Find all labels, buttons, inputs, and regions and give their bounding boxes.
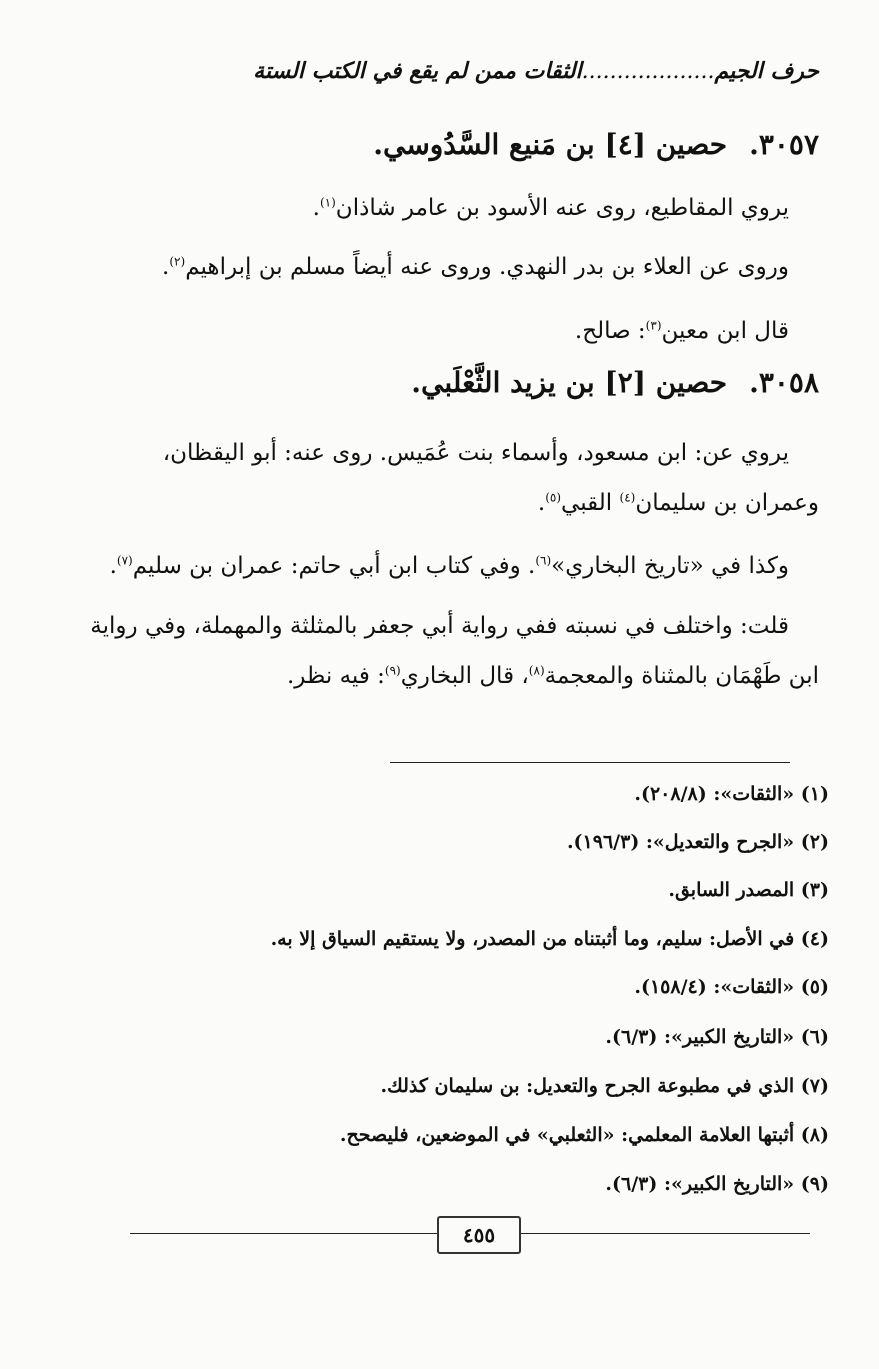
paragraph-tail: .	[312, 195, 320, 221]
entry-title-3057	[119, 128, 819, 161]
footnote-ref: (٩)	[384, 663, 401, 678]
paragraph-text: ابن طَهْمَان بالمثناة والمعجمة	[544, 663, 819, 689]
footnote-ref: (٥)	[545, 490, 562, 505]
page-number: ٤٥٥	[437, 1216, 521, 1254]
footnote-6: (٦) «التاريخ الكبير»: (٦/٣).	[605, 1026, 829, 1048]
entry-heading: حصين [٢] بن يزيد الثَّعْلَبي.	[411, 366, 728, 399]
paragraph-text: يروي عن: ابن مسعود، وأسماء بنت عُمَيس. روى عنه: أبو اليقظان،	[162, 440, 789, 466]
paragraph	[119, 653, 819, 699]
paragraph	[119, 244, 789, 290]
paragraph-tail: . وفي كتاب ابن أبي حاتم: عمران بن سليم	[132, 553, 536, 579]
paragraph-text: قال ابن معين	[661, 318, 789, 344]
footnote-4: (٤) في الأصل: سليم، وما أثبتناه من المصدر، ولا يستقيم السياق إلا به.	[270, 928, 829, 950]
footnote-5: (٥) «الثقات»: (١٥٨/٤).	[634, 976, 829, 998]
paragraph-text: قلت: واختلف في نسبته ففي رواية أبي جعفر بالمثلثة والمهملة، وفي رواية	[90, 613, 789, 639]
footnote-ref: (٢)	[169, 254, 186, 269]
footnote-3: (٣) المصدر السابق.	[668, 879, 829, 901]
footnote-ref: (٨)	[528, 663, 545, 678]
paragraph-text: يروي المقاطيع، روى عنه الأسود بن عامر شاذان	[335, 195, 789, 221]
paragraph	[109, 543, 789, 589]
paragraph	[90, 603, 789, 649]
paragraph	[119, 430, 789, 476]
running-head-dots: ...................	[581, 59, 715, 84]
entry-number: ٣٠٥٧.	[749, 128, 819, 161]
entry-number: ٣٠٥٨.	[749, 366, 819, 399]
paragraph-tail: ، قال البخاري	[400, 663, 529, 689]
footnote-separator	[390, 762, 790, 763]
footnote-ref: (١)	[319, 195, 336, 210]
paragraph-tail: : فيه نظر.	[286, 663, 385, 689]
running-head	[119, 58, 819, 84]
paragraph-tail: .	[109, 553, 117, 579]
footnote-8: (٨) أثبتها العلامة المعلمي: «الثعلبي» في الموضعين، فليصحح.	[339, 1124, 829, 1146]
paragraph-tail: : صالح.	[574, 318, 646, 344]
paragraph-tail: القبي	[561, 490, 620, 516]
footnote-ref: (٣)	[645, 318, 662, 333]
footnote-9: (٩) «التاريخ الكبير»: (٦/٣).	[605, 1173, 829, 1195]
entry-title-3058	[119, 366, 819, 399]
paragraph-text: وكذا في «تاريخ البخاري»	[551, 553, 789, 579]
footnote-2: (٢) «الجرح والتعديل»: (١٩٦/٣).	[566, 831, 829, 853]
footnote-7: (٧) الذي في مطبوعة الجرح والتعديل: بن سليمان كذلك.	[380, 1075, 829, 1097]
paragraph-tail: .	[162, 254, 170, 280]
running-head-chapter: حرف الجيم	[714, 58, 819, 84]
paragraph	[119, 480, 819, 526]
footnote-ref: (٧)	[116, 553, 133, 568]
entry-heading: حصين [٤] بن مَنيع السَّدُوسي.	[373, 128, 728, 161]
paragraph	[119, 308, 789, 354]
footnote-ref: (٦)	[535, 553, 552, 568]
footnote-ref: (٤)	[619, 490, 636, 505]
paragraph-text: وعمران بن سليمان	[635, 490, 819, 516]
footnote-1: (١) «الثقات»: (٢٠٨/٨).	[634, 783, 829, 805]
paragraph	[119, 185, 789, 231]
paragraph-tail: .	[537, 490, 546, 516]
running-head-book-title: الثقات ممن لم يقع في الكتب الستة	[253, 58, 582, 84]
paragraph-text: وروى عن العلاء بن بدر النهدي. وروى عنه أيضاً مسلم بن إبراهيم	[185, 254, 789, 280]
